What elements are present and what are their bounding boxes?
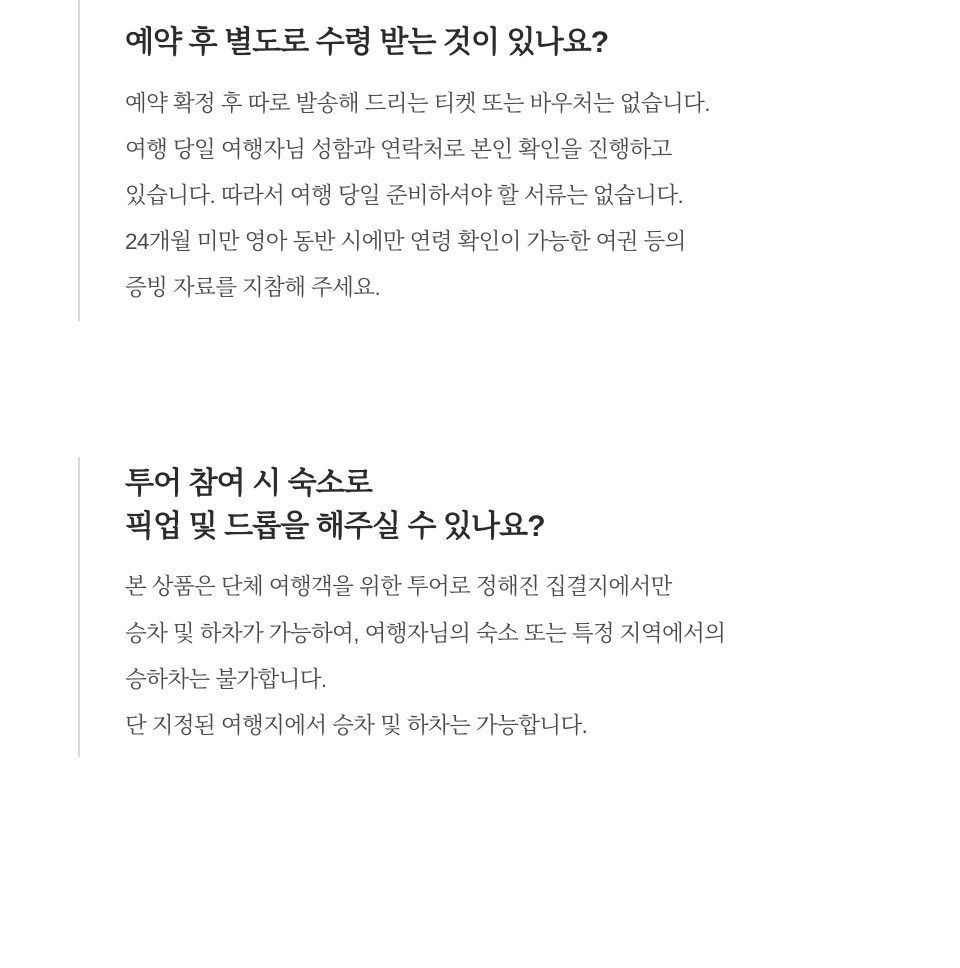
faq-question-line: 픽업 및 드롭을 해주실 수 있나요?: [125, 509, 545, 543]
faq-answer-line: 있습니다. 따라서 여행 당일 준비하셔야 할 서류는 없습니다.: [125, 182, 684, 208]
faq-answer-line: 단 지정된 여행지에서 승차 및 하차는 가능합니다.: [125, 712, 588, 738]
faq-question-line: 예약 후 별도로 수령 받는 것이 있나요?: [125, 26, 609, 59]
faq-question-receipt-items: [125, 22, 960, 65]
page-bottom-spacer: [0, 757, 960, 877]
faq-question-line: 투어 참여 시 숙소로: [125, 467, 372, 501]
faq-answer-line: 24개월 미만 영아 동반 시에만 연령 확인이 가능한 여권 등의: [125, 228, 686, 254]
faq-answer-line: 승차 및 하차가 가능하여, 여행자님의 숙소 또는 특정 지역에서의: [125, 620, 726, 646]
faq-question-hotel-pickup: [125, 463, 960, 548]
faq-answer-line: 증빙 자료를 지참해 주세요.: [125, 275, 381, 301]
faq-section-receipt-items: [78, 0, 960, 321]
faq-answer-line: 본 상품은 단체 여행객을 위한 투어로 정해진 집결지에서만: [125, 574, 672, 600]
faq-answer-line: 예약 확정 후 따로 발송해 드리는 티켓 또는 바우처는 없습니다.: [125, 90, 710, 116]
faq-answer-line: 승하차는 불가합니다.: [125, 666, 327, 692]
faq-answer-line: 여행 당일 여행자님 성함과 연락처로 본인 확인을 진행하고: [125, 136, 672, 162]
faq-answer-receipt-items: [125, 81, 960, 312]
faq-section-hotel-pickup: [78, 457, 960, 757]
faq-answer-hotel-pickup: [125, 564, 960, 749]
